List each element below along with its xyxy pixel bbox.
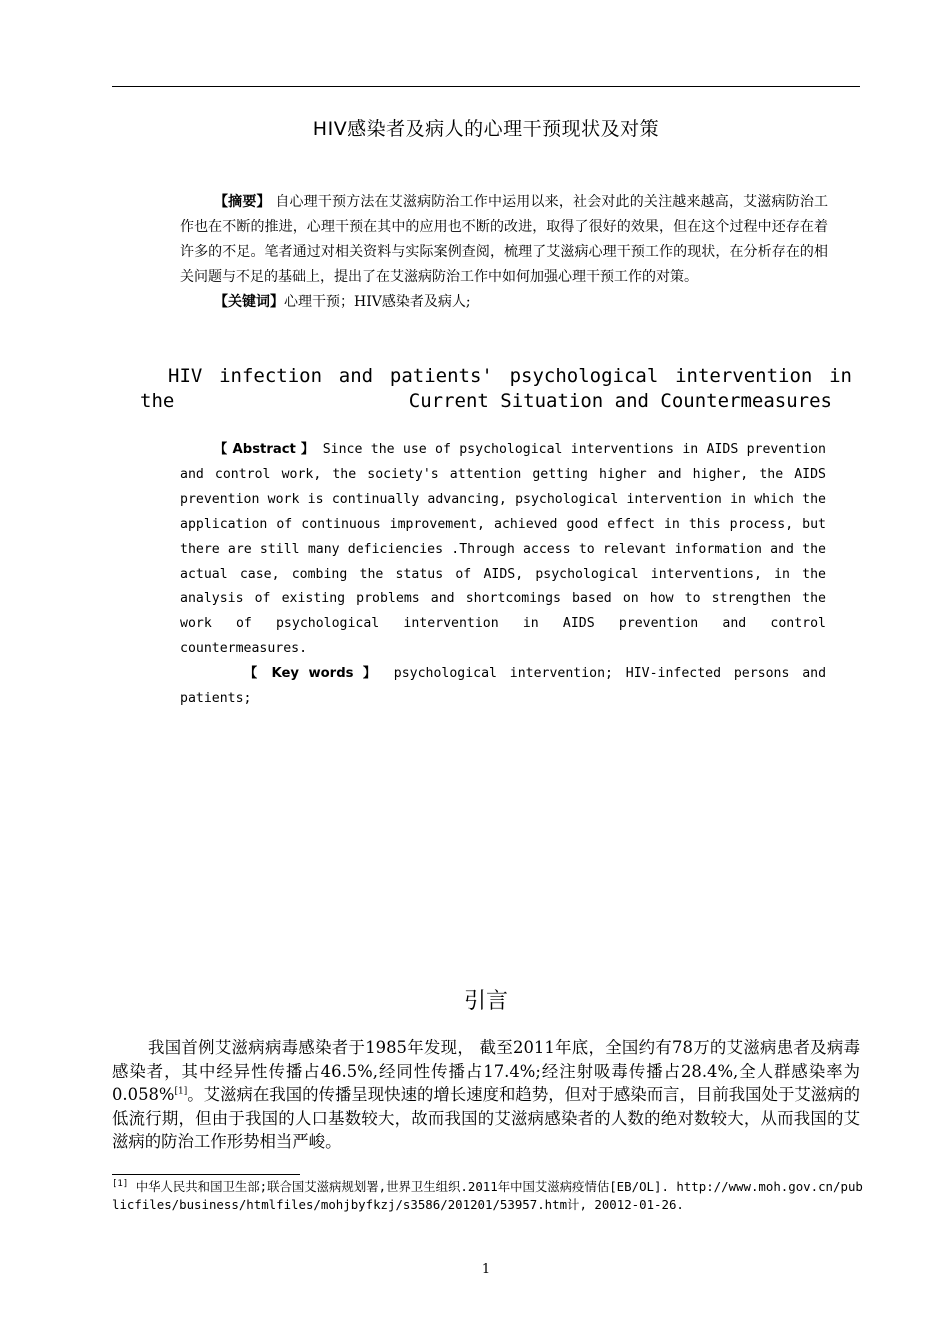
chinese-keywords-paragraph: [180, 290, 828, 315]
abstract-label-en: 【 Abstract 】: [214, 442, 315, 457]
introduction-paragraph: [112, 1036, 860, 1154]
keywords-text-en: psychological intervention; HIV-infected persons and patients;: [180, 666, 827, 707]
english-title-line2-start: the: [140, 390, 175, 412]
abstract-text-cn: 自心理干预方法在艾滋病防治工作中运用以来，社会对此的关注越来越高，艾滋病防治工作也在不断的推进，心理干预在其中的应用也不断的改进，取得了很好的效果，但在这个过程中还存在着许多的不足。笔者通过对相关资料与实际案例查阅，梳理了艾滋病心理干预工作的现状，在分析存在的相关问题与不足的基础上，提出了在艾滋病防治工作中如何加强心理干预工作的对策。: [180, 194, 828, 285]
intro-text-part1: 我国首例艾滋病病毒感染者于1985年发现， 截至2011年底，全国约有78万的艾滋病患者及病毒感染者，其中经异性传播占46.5%,经同性传播占17.4%;经注射吸毒传播占28.4%,全人群感染率为0.058%: [112, 1038, 860, 1104]
chinese-title: HIV感染者及病人的心理干预现状及对策: [312, 118, 660, 140]
section-title-introduction: 引言: [463, 989, 508, 1014]
chinese-abstract: [180, 190, 828, 315]
footnote-mark: [1]: [112, 1178, 129, 1189]
footnote-text: 中华人民共和国卫生部;联合国艾滋病规划署,世界卫生组织.2011年中国艾滋病疫情估[EB/OL]. http://www.moh.gov.cn/publicfiles/business/htmlfiles/mohjbyfkzj/s3586/201201/53957.htm计, 20012-01-26.: [112, 1179, 863, 1212]
footnote-rule: [112, 1174, 300, 1175]
english-title-line2: [140, 389, 852, 414]
chinese-abstract-paragraph: [180, 190, 828, 290]
english-abstract: [180, 438, 826, 712]
english-title: [140, 364, 852, 414]
english-title-line1: HIV infection and patients' psychological intervention in: [168, 365, 852, 387]
keywords-text-cn: 心理干预；HIV感染者及病人;: [284, 294, 471, 310]
english-keywords-paragraph: [180, 662, 826, 712]
english-abstract-paragraph: [180, 438, 826, 662]
header-rule: [112, 86, 860, 87]
keywords-label-en: 【 Key words 】: [244, 666, 381, 682]
footnote: [112, 1178, 864, 1214]
keywords-label-cn: 【关键词】: [214, 294, 284, 310]
page-number: 1: [481, 1262, 491, 1277]
abstract-label-cn: 【摘要】: [214, 194, 271, 210]
citation-ref-1[interactable]: [1]: [174, 1086, 188, 1097]
intro-text-part2: 。艾滋病在我国的传播呈现快速的增长速度和趋势，但对于感染而言，目前我国处于艾滋病的低流行期，但由于我国的人口基数较大，故而我国的艾滋病感染者的人数的绝对数较大，从而我国的艾滋病的防治工作形势相当严峻。: [112, 1085, 860, 1151]
abstract-text-en: Since the use of psychological interventions in AIDS prevention and control work, the society's attention getting higher and higher, the AIDS prevention work is continually advancing, psychological intervention in which the application of continuous improvement, achieved good effect in this process, but there are still many deficiencies .Through access to relevant information and the actual case, combing the status of AIDS, psychological interventions, in the analysis of existing problems and shortcomings based on how to strengthen the work of psychological intervention in AIDS prevention and control countermeasures.: [180, 442, 826, 657]
english-title-line2-end: Current Situation and Countermeasures: [408, 390, 832, 412]
